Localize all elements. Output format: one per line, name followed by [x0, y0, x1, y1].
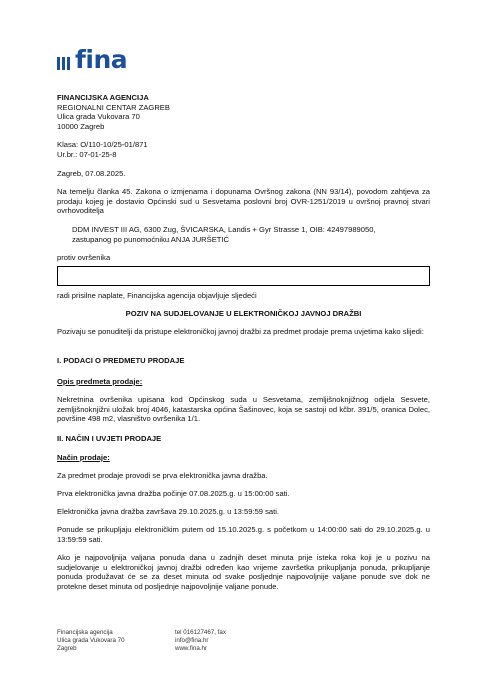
auction-end-paragraph: Elektronička javna dražba završava 29.10.2025.g. u 13:59:59 sati. [57, 507, 280, 516]
creditor-block [72, 225, 432, 244]
section2-subheading: Način prodaje: [57, 453, 110, 462]
section1-heading: I. PODACI O PREDMETU PRODAJE [57, 356, 185, 365]
footer-email-link[interactable]: info@fina.hr [175, 637, 209, 644]
footer-street: Ulica grada Vukovara 70 [57, 637, 125, 644]
bids-period-paragraph: Ponude se prikupljaju elektroničkim putem od 15.10.2025.g. s početkom u 14:00:00 sati do 29.10.2025.g. u 13:59:59 sati. [57, 525, 430, 544]
urbroj: Ur.br.: 07-01-25-8 [57, 149, 117, 159]
section1-subheading: Opis predmeta prodaje: [57, 377, 143, 386]
sender-agency: FINANCIJSKA AGENCIJA [57, 93, 149, 102]
creditor-representative: zastupanog po punomoćniku ANJA JURŠETIĆ [72, 234, 230, 244]
fina-logo [57, 47, 127, 73]
klasa: Klasa: O/110-10/25-01/871 [57, 140, 148, 149]
footer-address [57, 629, 125, 653]
redacted-debtor-box [57, 266, 430, 286]
reference-block [57, 140, 148, 159]
footer-website-link[interactable]: www.fina.hr [175, 645, 207, 652]
sender-city: 10000 Zagreb [57, 121, 105, 131]
extension-rule-paragraph: Ako je najpovoljnija valjana ponuda dana u zadnjih deset minuta prije isteka roka koji je u pozivu na sudjelovanje u elektroničkoj javnoj dražbi određen kao vrijeme završetka prikupljanja ponuda, prikupljanje ponuda produžavat će se za deset minuta od svake posljednje najpovoljnije valjane ponude sve dok ne protekne deset minuta od posljednje najpovoljnije valjane ponude. [57, 553, 430, 591]
property-description: Nekretnina ovršenika upisana kod Općinskog suda u Sesvetama, zemljišnoknjižnog odjela Sesvete, zemljišnoknjižni uložak broj 4046, katastarska općina Šašinovec, koja se sastoji od kčbr. 391/5, oranica Dolec, površine 498 m2, vlasništvo ovršenika 1/1. [57, 395, 430, 424]
sender-block [57, 93, 170, 131]
creditor-line: DDM INVEST III AG, 6300 Zug, ŠVICARSKA, Landis + Gyr Strasse 1, OIB: 42497989050, [72, 225, 376, 234]
logo-bars-icon [57, 57, 70, 70]
intro-paragraph: Na temelju članka 45. Zakona o izmjenama i dopunama Ovršnog zakona (NN 93/14), povodom zahtjeva za prodaju kojeg je dostavio Općinski sud u Sesvetama poslovni broj OVR-1251/2019 u ovršnoj pravnoj stvari ovrhovoditelja [57, 187, 430, 216]
sale-type-paragraph: Za predmet prodaje provodi se prva elektronička javna dražba. [57, 471, 268, 480]
sender-center: REGIONALNI CENTAR ZAGREB [57, 102, 170, 112]
document-title: POZIV NA SUDJELOVANJE U ELEKTRONIČKOJ JAVNOJ DRAŽBI [125, 309, 362, 318]
footer-contact [175, 629, 226, 653]
auction-start-paragraph: Prva elektronička javna dražba počinje 07.08.2025.g. u 15:00:00 sati. [57, 489, 290, 498]
footer-city: Zagreb [57, 645, 77, 652]
against-label: protiv ovršenika [57, 253, 111, 262]
section2-heading: II. NAČIN I UVJETI PRODAJE [57, 434, 162, 443]
document-date: Zagreb, 07.08.2025. [57, 169, 126, 178]
purpose-line: radi prisilne naplate, Financijska agencija objavljuje sljedeći [57, 291, 257, 300]
sender-street: Ulica grada Vukovara 70 [57, 112, 140, 122]
logo-wordmark: fina [75, 45, 128, 74]
footer-agency: Financijska agencija [57, 629, 113, 636]
invitation-paragraph: Pozivaju se ponuditelji da pristupe elektroničkoj javnoj dražbi za predmet prodaje prema uvjetima kako slijedi: [57, 327, 424, 336]
footer-phone: tel 016127467, fax [175, 629, 226, 636]
